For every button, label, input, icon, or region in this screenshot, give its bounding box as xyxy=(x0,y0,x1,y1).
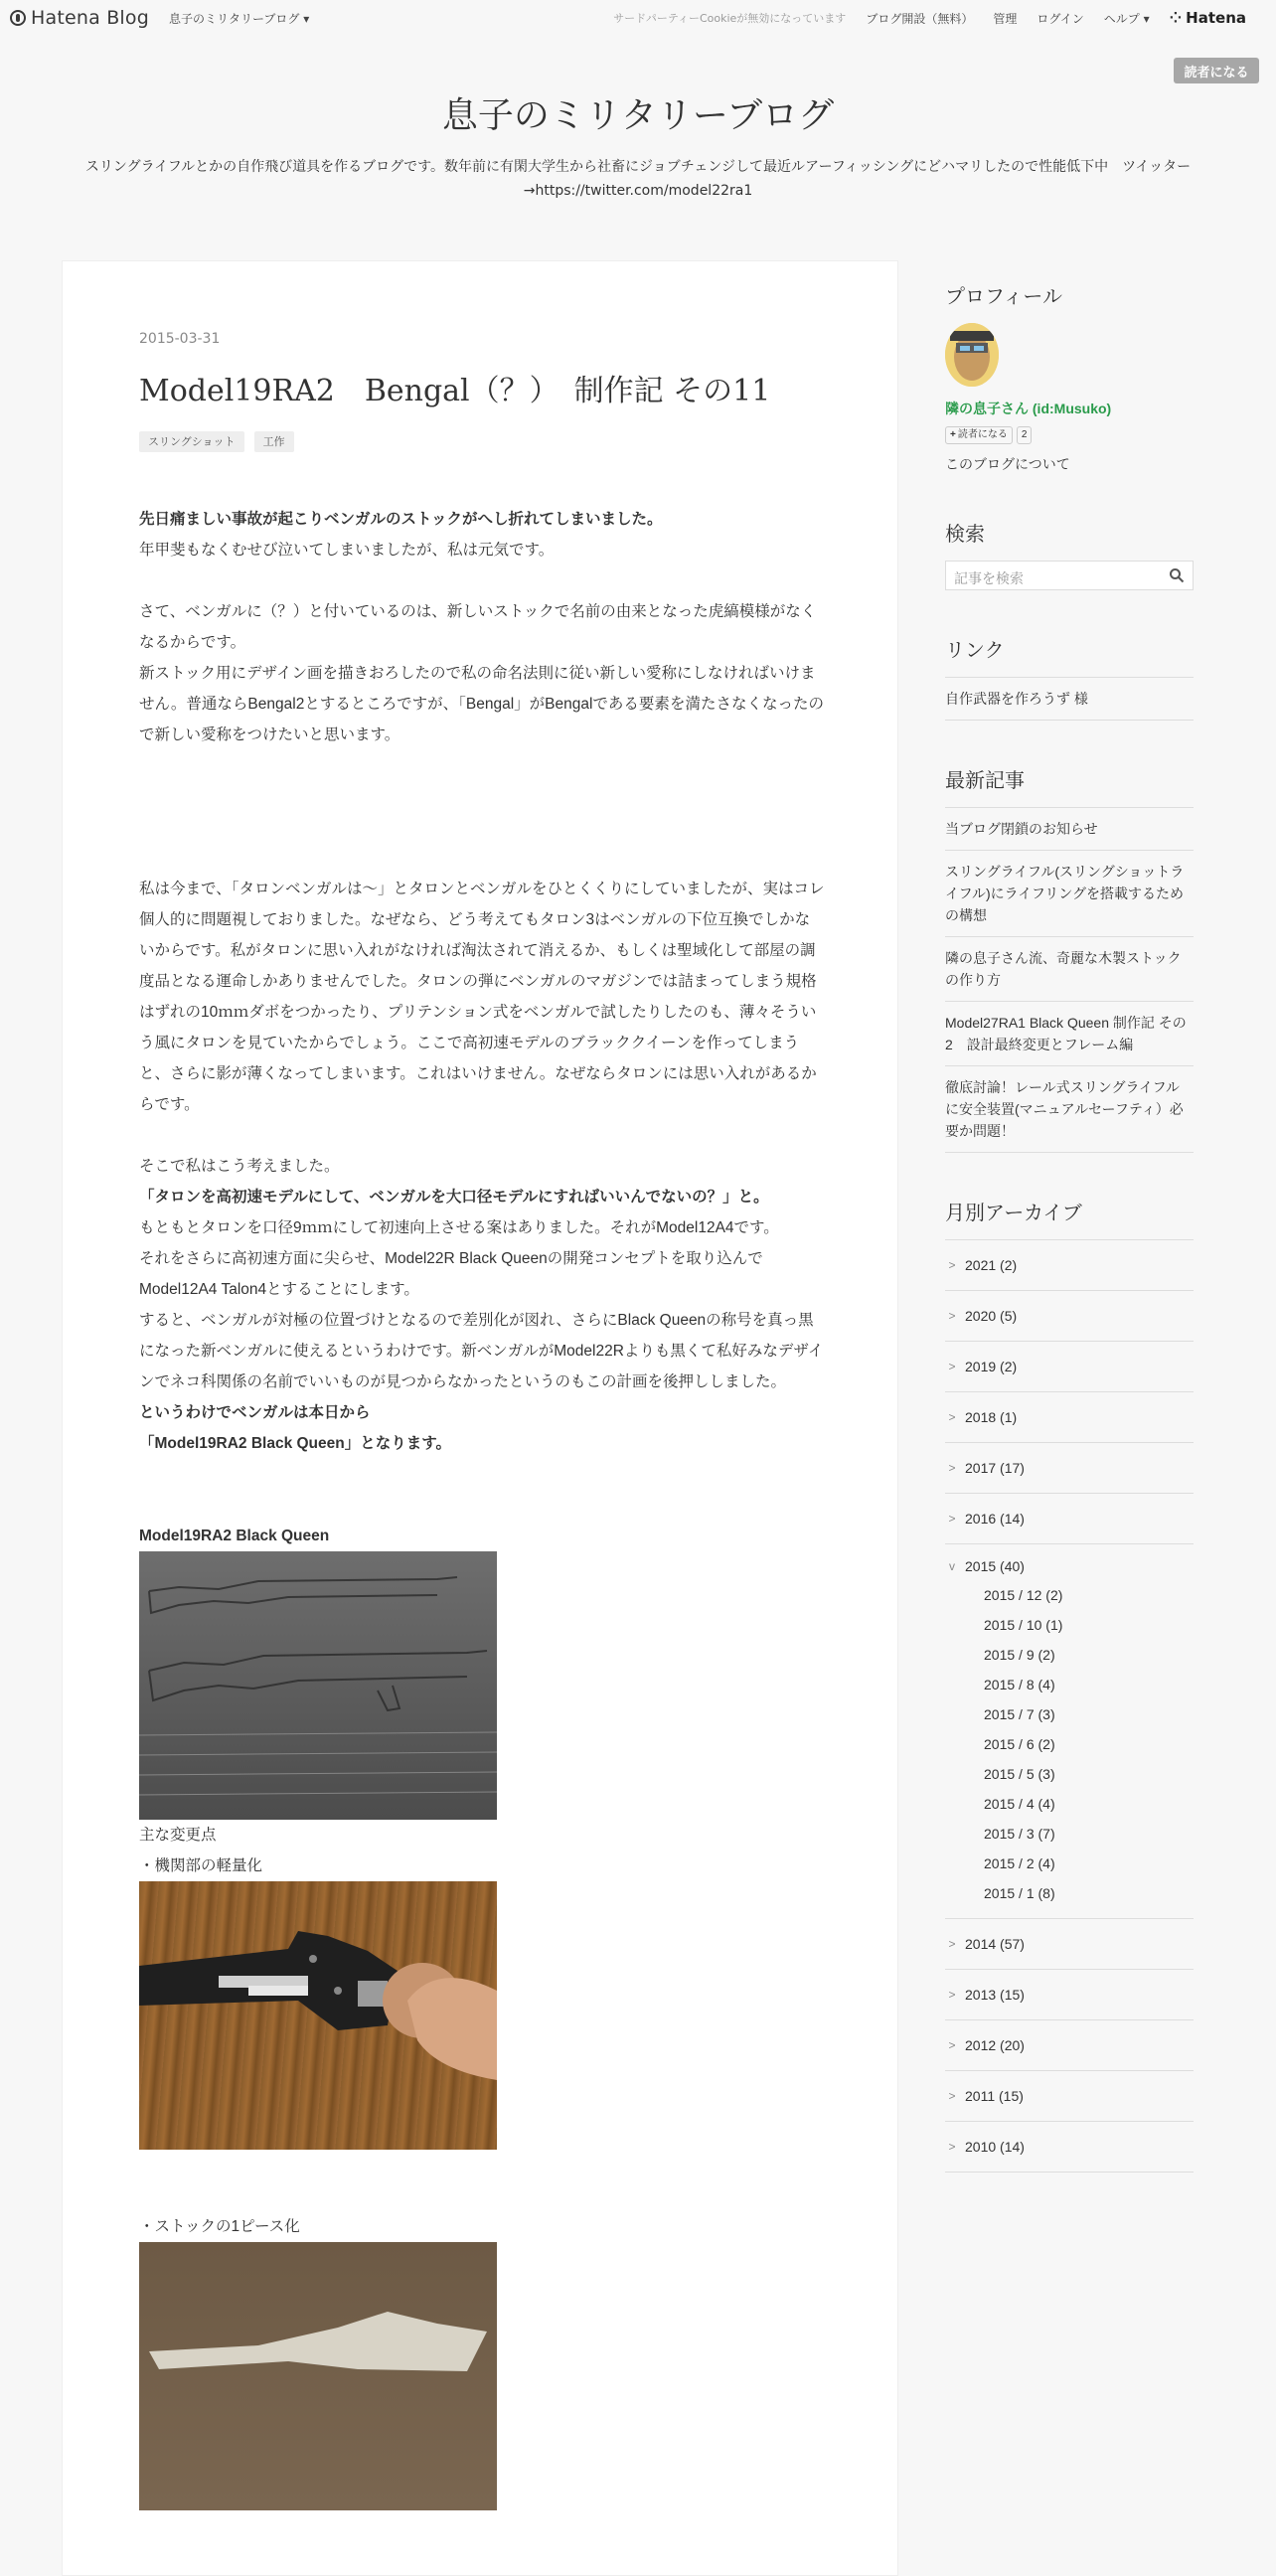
archive-year[interactable] xyxy=(945,1240,1194,1291)
chevron-right-icon: > xyxy=(948,2038,956,2052)
post-paragraph: さて、ベンガルに（？）と付いているのは、新しいストックで名前の由来となった虎縞模様がなくなるからです。 xyxy=(139,603,817,651)
logo-text: Hatena Blog xyxy=(31,7,149,29)
archive-month[interactable]: 2015 / 2 (4) xyxy=(984,1855,1055,1871)
archive-title: 月別アーカイブ xyxy=(945,1203,1082,1224)
search-icon[interactable] xyxy=(1169,567,1185,583)
hatena-brand-text: Hatena xyxy=(1186,9,1246,27)
archive-month[interactable]: 2015 / 7 (3) xyxy=(984,1706,1055,1722)
receiver-photo[interactable] xyxy=(139,1881,497,2150)
reader-row xyxy=(945,426,1194,444)
chevron-right-icon: > xyxy=(948,1309,956,1323)
hatena-blog-logo[interactable] xyxy=(10,6,149,30)
archive-year-label: 2018 (1) xyxy=(965,1409,1018,1425)
rifle-sketch-drawing xyxy=(139,1551,497,1820)
stock-photo-drawing xyxy=(139,2242,497,2510)
post-paragraph: というわけでベンガルは本日から xyxy=(139,1404,371,1421)
post-body xyxy=(139,504,825,2510)
change-item: ・ストックの1ピース化 xyxy=(139,2218,300,2235)
archive-list xyxy=(945,1239,1194,2173)
archive-month[interactable]: 2015 / 8 (4) xyxy=(984,1677,1055,1692)
list-item[interactable]: 自作武器を作ろうず 様 xyxy=(945,678,1194,721)
changes-title: 主な変更点 xyxy=(139,1827,217,1844)
post-paragraph: 「Model19RA2 Black Queen」となります。 xyxy=(139,1435,451,1452)
receiver-photo-drawing xyxy=(139,1881,497,2150)
sketch-image[interactable] xyxy=(139,1551,497,1820)
post-paragraph: すると、ベンガルが対極の位置づけとなるので差別化が図れ、さらにBlack Queenの称号を真っ黒になった新ベンガルに使えるというわけです。新ベンガルがModel22Rよりも黒くて私好みなデザインでネコ科関係の名前でいいものが見つからなかったというのもこの計画を後押ししました。 xyxy=(139,1312,824,1390)
spacer xyxy=(139,750,825,874)
link-list xyxy=(945,677,1194,721)
image-caption: Model19RA2 Black Queen xyxy=(139,1528,330,1544)
cookie-notice[interactable]: サードパーティーCookieが無効になっています xyxy=(613,12,847,25)
reader-button-label: 読者になる xyxy=(957,429,1008,440)
links-title: リンク xyxy=(945,640,1005,662)
archive-year[interactable] xyxy=(945,2020,1194,2071)
archive-year[interactable] xyxy=(945,2122,1194,2173)
blog-menu[interactable]: 息子のミリタリーブログ ▾ xyxy=(169,12,310,26)
start-blog-link[interactable]: ブログ開設（無料） xyxy=(866,11,974,26)
archive-month[interactable]: 2015 / 3 (7) xyxy=(984,1826,1055,1842)
change-item: ・機関部の軽量化 xyxy=(139,1857,263,1874)
reader-button[interactable] xyxy=(945,426,1013,444)
post-paragraph: もともとタロンを口径9ｍｍにして初速向上させる案はありました。それがModel12A4です。 xyxy=(139,1219,779,1236)
archive-year-label: 2010 (14) xyxy=(965,2139,1025,2155)
manage-link[interactable]: 管理 xyxy=(993,11,1018,26)
post-paragraph: 新ストック用にデザイン画を描きおろしたので私の命名法則に従い新しい愛称にしなければいけません。普通ならBengal2とするところですが、「Bengal」がBengalである要素を満たさなくなったので新しい愛称をつけたいと思います。 xyxy=(139,665,824,743)
avatar[interactable] xyxy=(945,323,999,387)
category-tag[interactable]: スリングショット xyxy=(139,431,244,452)
recent-title: 最新記事 xyxy=(945,770,1025,792)
archive-year[interactable] xyxy=(945,2071,1194,2122)
archive-month[interactable]: 2015 / 1 (8) xyxy=(984,1885,1055,1901)
list-item[interactable]: スリングライフル(スリングショットライフル)にライフリングを搭載するための構想 xyxy=(945,851,1194,937)
global-header xyxy=(0,0,1276,36)
login-link[interactable]: ログイン xyxy=(1037,11,1084,26)
archive-year[interactable] xyxy=(945,1558,1194,1574)
archive-year[interactable] xyxy=(945,1970,1194,2020)
list-item[interactable]: 隣の息子さん流、奇麗な木製ストックの作り方 xyxy=(945,937,1194,1002)
stock-photo[interactable] xyxy=(139,2242,497,2510)
archive-year-label: 2015 (40) xyxy=(965,1558,1025,1574)
spacer xyxy=(139,565,825,596)
list-item[interactable]: Model27RA1 Black Queen 制作記 その2 設計最終変更とフレーム編 xyxy=(945,1002,1194,1066)
archive-year[interactable] xyxy=(945,1443,1194,1494)
archive-month[interactable]: 2015 / 9 (2) xyxy=(984,1647,1055,1663)
profile-name[interactable]: 隣の息子さん (id:Musuko) xyxy=(945,401,1112,416)
chevron-right-icon: > xyxy=(948,2089,956,2103)
post-paragraph: それをさらに高初速方面に尖らせ、Model22R Black Queenの開発コンセプトを取り込んでModel12A4 Talon4とすることにします。 xyxy=(139,1250,763,1298)
chevron-right-icon: > xyxy=(948,1988,956,2002)
archive-year-expanded xyxy=(945,1544,1194,1919)
archive-year[interactable] xyxy=(945,1919,1194,1970)
chevron-right-icon: > xyxy=(948,1461,956,1475)
blog-title[interactable]: 息子のミリタリーブログ xyxy=(441,95,835,136)
hatena-dots-icon: ⁘ xyxy=(1169,9,1183,27)
chevron-right-icon: > xyxy=(948,1512,956,1526)
archive-year-label: 2019 (2) xyxy=(965,1359,1018,1374)
subscribe-button[interactable]: 読者になる xyxy=(1174,58,1259,83)
archive-month[interactable]: 2015 / 4 (4) xyxy=(984,1796,1055,1812)
archive-month[interactable]: 2015 / 6 (2) xyxy=(984,1736,1055,1752)
help-menu[interactable]: ヘルプ ▾ xyxy=(1103,11,1150,26)
plus-icon: + xyxy=(950,429,956,440)
header-links xyxy=(613,0,1276,36)
archive-year[interactable] xyxy=(945,1494,1194,1544)
blog-description: スリングライフルとかの自作飛び道具を作るブログです。数年前に有閑大学生から社畜にジョブチェンジして最近ルアーフィッシングにどハマリしたので性能低下中 ツイッター→https://twitter.com/model22ra1 xyxy=(84,159,1192,199)
chevron-right-icon: > xyxy=(948,2140,956,2154)
chevron-right-icon: > xyxy=(948,1258,956,1272)
archive-year-label: 2017 (17) xyxy=(965,1460,1025,1476)
avatar-image xyxy=(945,323,999,387)
search-placeholder: 記事を検索 xyxy=(954,570,1024,586)
archive-year-label: 2020 (5) xyxy=(965,1308,1018,1324)
archive-month[interactable]: 2015 / 12 (2) xyxy=(984,1587,1063,1603)
archive-year[interactable] xyxy=(945,1342,1194,1392)
search-input[interactable] xyxy=(945,561,1194,590)
list-item[interactable]: 徹底討論！レール式スリングライフルに安全装置(マニュアルセーフティ）必要か問題！ xyxy=(945,1066,1194,1153)
article-card xyxy=(62,260,898,2576)
archive-year[interactable] xyxy=(945,1291,1194,1342)
archive-year-label: 2012 (20) xyxy=(965,2037,1025,2053)
spacer xyxy=(139,2150,825,2211)
post-title[interactable]: Model19RA2 Bengal（？） 制作記 その11 xyxy=(139,374,771,408)
about-link[interactable]: このブログについて xyxy=(945,456,1070,472)
category-list xyxy=(139,431,304,452)
archive-year-label: 2014 (57) xyxy=(965,1936,1025,1952)
reader-count[interactable]: 2 xyxy=(1017,426,1033,444)
archive-year-label: 2013 (15) xyxy=(965,1987,1025,2003)
chevron-right-icon: > xyxy=(948,1410,956,1424)
chevron-down-icon: v xyxy=(949,1559,955,1573)
archive-year-label: 2021 (2) xyxy=(965,1257,1018,1273)
recent-list xyxy=(945,807,1194,1153)
chevron-right-icon: > xyxy=(948,1360,956,1373)
spacer xyxy=(139,1459,825,1521)
hatena-blog-logo-icon xyxy=(10,10,26,26)
post-date[interactable]: 2015-03-31 xyxy=(139,331,221,347)
sidebar xyxy=(945,260,1194,2173)
archive-month[interactable]: 2015 / 5 (3) xyxy=(984,1766,1055,1782)
category-tag[interactable]: 工作 xyxy=(254,431,294,452)
chevron-right-icon: > xyxy=(948,1937,956,1951)
hatena-logo[interactable] xyxy=(1170,9,1266,27)
archive-year[interactable] xyxy=(945,1392,1194,1443)
archive-year-label: 2016 (14) xyxy=(965,1511,1025,1527)
archive-year-label: 2011 (15) xyxy=(965,2088,1024,2104)
post-paragraph: 「タロンを高初速モデルにして、ベンガルを大口径モデルにすればいいんでないの？」と。 xyxy=(139,1189,769,1206)
post-paragraph: 年甲斐もなくむせび泣いてしまいましたが、私は元気です。 xyxy=(139,542,555,559)
post-paragraph: 先日痛ましい事故が起こりベンガルのストックがへし折れてしまいました。 xyxy=(139,511,663,528)
search-title: 検索 xyxy=(945,524,985,546)
spacer xyxy=(139,1120,825,1151)
profile-title: プロフィール xyxy=(945,286,1062,308)
list-item[interactable]: 当ブログ閉鎖のお知らせ xyxy=(945,808,1194,851)
post-paragraph: そこで私はこう考えました。 xyxy=(139,1158,340,1175)
post-paragraph: 私は今まで、「タロンベンガルは〜」とタロンとベンガルをひとくくりにしていましたが、実はコレ個人的に問題視しておりました。なぜなら、どう考えてもタロン3はベンガルの下位互換でしかないからです。私がタロンに思い入れがなければ淘汰されて消えるか、もしくは聖域化して部屋の調度品となる運命しかありませんでした。タロンの弾にベンガルのマガジンでは詰まってしまう規格はずれの10ｍｍダボをつかったり、プリテンション式をベンガルで試したりしたのも、薄々そういう風にタロンを見ていたからでしょう。ここで高初速モデルのブラッククイーンを作ってしまうと、さらに影が薄くなってしまいます。これはいけません。なぜならタロンには思い入れがあるからです。 xyxy=(139,881,825,1113)
archive-month[interactable]: 2015 / 10 (1) xyxy=(984,1617,1063,1633)
